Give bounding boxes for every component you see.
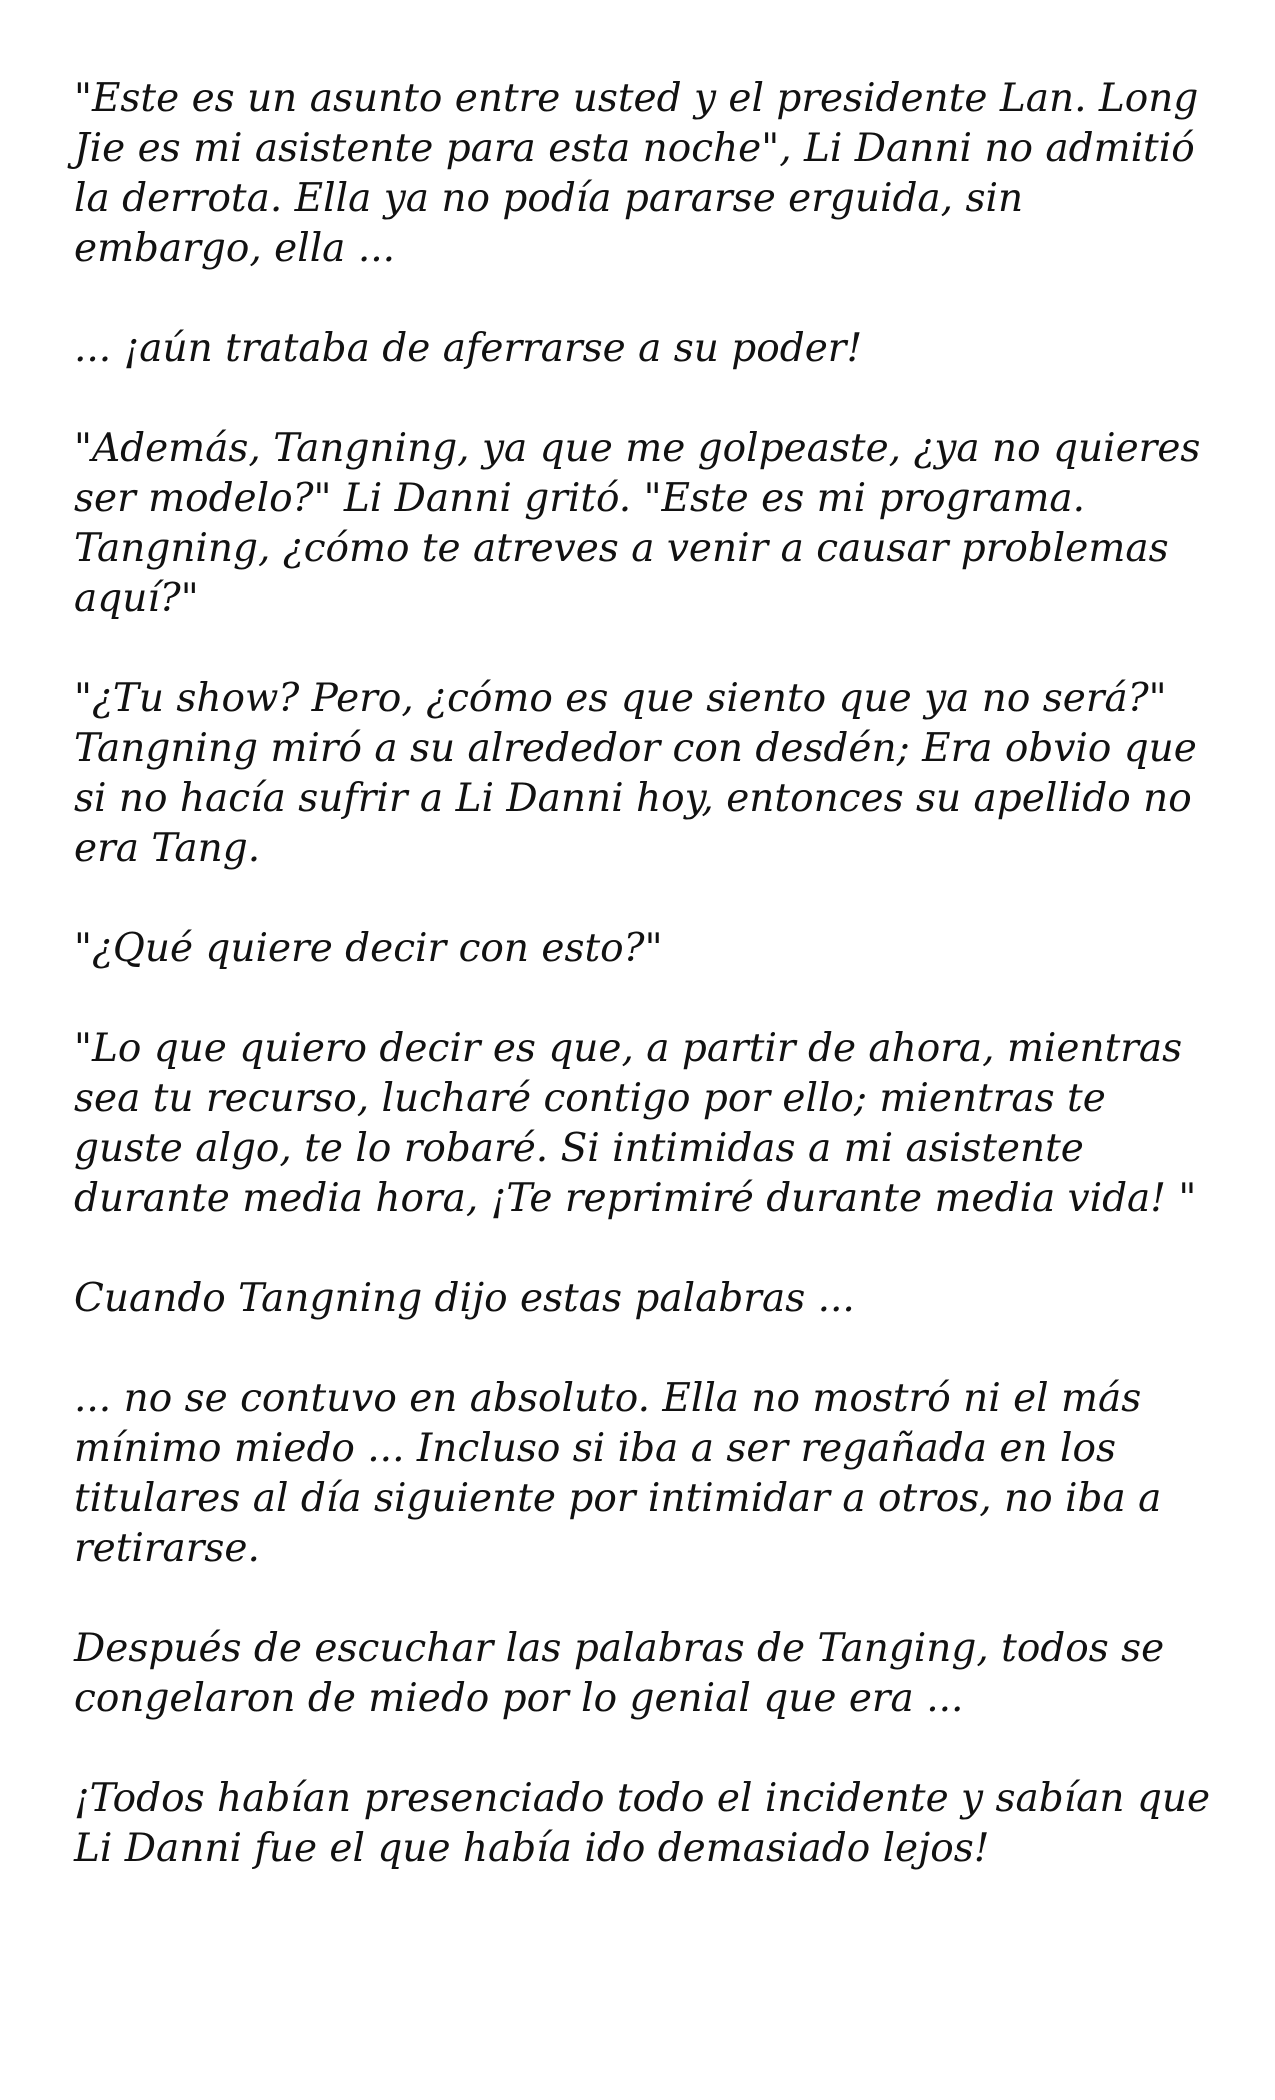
paragraph-8: ... no se contuvo en absoluto. Ella no mostró ni el más mínimo miedo ... Incluso si iba a ser regañada en los titulares al día siguiente por intimidar a otros, no iba a retirarse. <box>74 1376 1162 1571</box>
paragraph-1: "Este es un asunto entre usted y el presidente Lan. Long Jie es mi asistente para esta noche", Li Danni no admitió la derrota. Ella ya no podía pararse erguida, sin embargo, ella ... <box>74 76 1199 271</box>
paragraph-10: ¡Todos habían presenciado todo el incidente y sabían que Li Danni fue el que había ido demasiado lejos! <box>74 1776 1211 1871</box>
paragraph-2: ... ¡aún trataba de aferrarse a su poder! <box>74 326 863 371</box>
paragraph-9: Después de escuchar las palabras de Tanging, todos se congelaron de miedo por lo genial que era ... <box>74 1626 1165 1721</box>
paragraph-7: Cuando Tangning dijo estas palabras ... <box>74 1276 855 1321</box>
paragraph-6: "Lo que quiero decir es que, a partir de ahora, mientras sea tu recurso, lucharé contigo por ello; mientras te guste algo, te lo robaré. Si intimidas a mi asistente durante media hora, ¡Te reprimiré durante media vida! " <box>74 1026 1197 1221</box>
paragraph-5: "¿Qué quiere decir con esto?" <box>74 926 663 971</box>
paragraph-4: "¿Tu show? Pero, ¿cómo es que siento que ya no será?" Tangning miró a su alrededor con desdén; Era obvio que si no hacía sufrir a Li Danni hoy, entonces su apellido no era Tang. <box>74 676 1197 871</box>
paragraph-3: "Además, Tangning, ya que me golpeaste, ¿ya no quieres ser modelo?" Li Danni gritó. "Este es mi programa. Tangning, ¿cómo te atreves a venir a causar problemas aquí?" <box>74 426 1201 621</box>
